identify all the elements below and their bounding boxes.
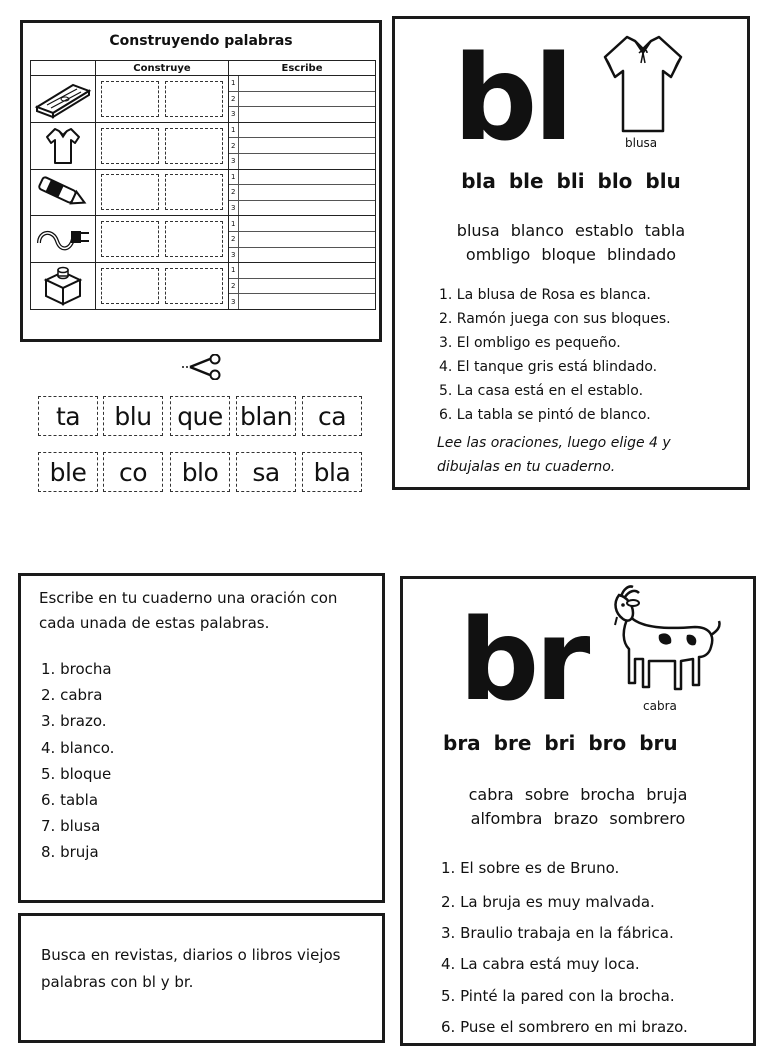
- letter-slot[interactable]: [165, 81, 223, 117]
- header-empty: [31, 61, 96, 76]
- worksheet-title: Construyendo palabras: [109, 33, 293, 49]
- wooden-plank-icon: [33, 79, 93, 119]
- sentence: 1. El sobre es de Bruno.: [441, 859, 620, 877]
- syllable-line: bra bre bri bro bru: [443, 731, 678, 755]
- bl-lesson-card: [392, 16, 750, 490]
- write-lines: [229, 76, 376, 123]
- picture-cell: [31, 263, 96, 310]
- crayon-icon: [33, 174, 93, 210]
- sentence: 3. Braulio trabaja en la fábrica.: [441, 924, 674, 942]
- plug-cable-icon: [33, 219, 93, 259]
- sentence: 4. La cabra está muy loca.: [441, 955, 640, 973]
- picture-cell: [31, 122, 96, 169]
- line-number: 3: [229, 248, 239, 263]
- letter-slot[interactable]: [165, 221, 223, 257]
- list-item: 4. blanco.: [41, 738, 115, 757]
- line-number: 1: [229, 170, 239, 185]
- list-item: 5. bloque: [41, 764, 112, 783]
- blouse-icon: [43, 125, 83, 167]
- list-item: 3. brazo.: [41, 712, 107, 731]
- line-number: 2: [229, 279, 239, 294]
- table-row: [31, 216, 376, 263]
- picture-cell: [31, 216, 96, 263]
- br-lesson-card: [400, 576, 756, 1046]
- word-list-line-2: ombligo bloque blindado: [465, 245, 677, 264]
- table-row: [31, 122, 376, 169]
- build-words-table: [30, 60, 376, 310]
- syllable-tile[interactable]: blan: [236, 396, 296, 436]
- sentence: 2. Ramón juega con sus bloques.: [439, 311, 671, 327]
- write-sentences-card: [18, 573, 385, 903]
- table-row: [31, 169, 376, 216]
- image-caption: blusa: [625, 136, 658, 150]
- header-write: Escribe: [229, 61, 376, 76]
- write-lines: [229, 263, 376, 310]
- syllable-tile[interactable]: ble: [38, 452, 98, 492]
- build-slots: [96, 122, 229, 169]
- sentence: 3. El ombligo es pequeño.: [439, 335, 621, 351]
- sentence: 4. El tanque gris está blindado.: [439, 359, 658, 375]
- table-row: [31, 76, 376, 123]
- write-lines: [229, 169, 376, 216]
- list-item: 6. tabla: [41, 791, 99, 810]
- line-number: 1: [229, 123, 239, 138]
- instruction-line-2: dibujalas en tu cuaderno.: [437, 459, 616, 475]
- word-list: [41, 656, 114, 866]
- image-caption: cabra: [643, 699, 677, 713]
- letter-slot[interactable]: [165, 268, 223, 304]
- write-prompt: Escribe en tu cuaderno una oración con cada unada de estas palabras.: [39, 589, 338, 632]
- build-words-worksheet: [20, 20, 382, 342]
- sentence: 2. La bruja es muy malvada.: [441, 893, 655, 911]
- goat-icon: [599, 585, 725, 697]
- letter-slot[interactable]: [101, 128, 159, 164]
- letter-slot[interactable]: [101, 174, 159, 210]
- line-number: 3: [229, 201, 239, 216]
- syllable-line: bla ble bli blo blu: [461, 169, 681, 193]
- word-list-line-1: cabra sobre brocha bruja: [468, 785, 688, 804]
- list-item: 2. cabra: [41, 686, 103, 705]
- letter-slot[interactable]: [101, 268, 159, 304]
- line-number: 2: [229, 92, 239, 107]
- build-slots: [96, 76, 229, 123]
- big-letters: bl: [453, 29, 570, 167]
- line-number: 1: [229, 263, 239, 278]
- line-number: 1: [229, 216, 239, 231]
- instruction-line-1: Lee las oraciones, luego elige 4 y: [437, 435, 671, 451]
- build-slots: [96, 169, 229, 216]
- table-row: [31, 263, 376, 310]
- syllable-tile[interactable]: blu: [103, 396, 163, 436]
- syllable-tile[interactable]: ta: [38, 396, 98, 436]
- sentence: 6. La tabla se pintó de blanco.: [439, 407, 651, 423]
- list-item: 7. blusa: [41, 817, 101, 836]
- header-build: Construye: [96, 61, 229, 76]
- syllable-tile[interactable]: bla: [302, 452, 362, 492]
- table-header-row: [31, 61, 376, 76]
- build-slots: [96, 216, 229, 263]
- syllable-tile[interactable]: que: [170, 396, 230, 436]
- line-number: 1: [229, 76, 239, 91]
- syllable-tile[interactable]: ca: [302, 396, 362, 436]
- letter-slot[interactable]: [101, 221, 159, 257]
- word-list-line-2: alfombra brazo sombrero: [470, 809, 686, 828]
- sentence: 5. Pinté la pared con la brocha.: [441, 987, 675, 1005]
- sentence: 6. Puse el sombrero en mi brazo.: [441, 1018, 688, 1036]
- line-number: 2: [229, 185, 239, 200]
- word-list-line-1: blusa blanco establo tabla: [456, 221, 686, 240]
- blouse-icon: [599, 27, 687, 137]
- write-lines: [229, 122, 376, 169]
- line-number: 3: [229, 294, 239, 309]
- sentence: 5. La casa está en el establo.: [439, 383, 644, 399]
- picture-cell: [31, 76, 96, 123]
- syllable-tile[interactable]: blo: [170, 452, 230, 492]
- scissors-icon: [180, 354, 224, 380]
- search-prompt: Busca en revistas, diarios o libros viejos palabras con bl y br.: [41, 946, 341, 991]
- build-slots: [96, 263, 229, 310]
- line-number: 2: [229, 138, 239, 153]
- write-lines: [229, 216, 376, 263]
- toy-block-icon: [38, 264, 88, 308]
- list-item: 1. brocha: [41, 660, 112, 678]
- syllable-tile[interactable]: sa: [236, 452, 296, 492]
- syllable-tile[interactable]: co: [103, 452, 163, 492]
- letter-slot[interactable]: [165, 174, 223, 210]
- line-number: 2: [229, 232, 239, 247]
- big-letters: br: [459, 596, 587, 726]
- list-item: 8. bruja: [41, 843, 99, 862]
- letter-slot[interactable]: [101, 81, 159, 117]
- line-number: 3: [229, 154, 239, 169]
- picture-cell: [31, 169, 96, 216]
- line-number: 3: [229, 107, 239, 122]
- sentence: 1. La blusa de Rosa es blanca.: [439, 287, 651, 303]
- letter-slot[interactable]: [165, 128, 223, 164]
